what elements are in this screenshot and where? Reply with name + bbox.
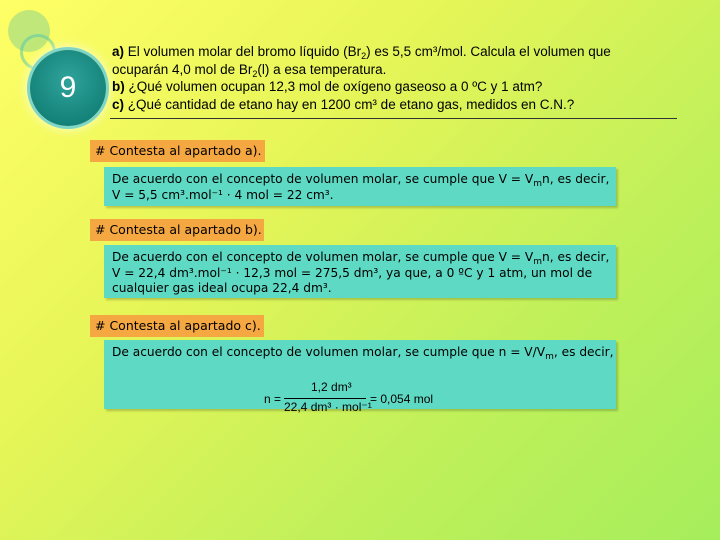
formula-lhs: n =	[264, 392, 282, 406]
question-c-line	[112, 96, 672, 114]
answer-text: , es decir,	[553, 345, 614, 359]
subscript: m	[533, 179, 543, 189]
answer-text: De acuerdo con el concepto de volumen molar, se cumple que V = V	[112, 172, 534, 186]
question-a-tag: a)	[112, 44, 125, 59]
question-b-line	[112, 78, 672, 96]
answer-text: n, es decir,	[542, 172, 610, 186]
answer-text: De acuerdo con el concepto de volumen molar, se cumple que n = V/V	[112, 345, 546, 359]
answer-b-line-1	[112, 250, 608, 266]
subscript: 2	[252, 68, 258, 79]
formula-denominator: 22,4 dm³ · mol⁻¹	[284, 400, 372, 414]
answer-b-box	[104, 245, 616, 298]
question-b-tag: b)	[112, 79, 125, 94]
subscript: m	[533, 257, 543, 267]
exercise-number: 9	[59, 71, 77, 104]
answer-b-header: # Contesta al apartado b).	[90, 219, 264, 241]
question-a-line-1	[112, 43, 672, 61]
answer-text: n, es decir,	[542, 250, 610, 264]
question-a-text: ocuparán 4,0 mol de Br	[112, 61, 253, 77]
question-a-text: ) es 5,5 cm³/mol. Calcula el volumen que	[366, 44, 611, 59]
answer-c-header: # Contesta al apartado c).	[90, 315, 264, 337]
question-a-line-2	[112, 61, 672, 79]
answer-text: De acuerdo con el concepto de volumen molar, se cumple que V = V	[112, 250, 534, 264]
answer-a-line-2: V = 5,5 cm³.mol⁻¹ · 4 mol = 22 cm³.	[112, 187, 334, 202]
formula-numerator: 1,2 dm³	[311, 380, 352, 394]
question-a-text: El volumen molar del bromo líquido (Br	[124, 44, 362, 59]
question-a-text: (l) a esa temperatura.	[257, 61, 387, 77]
question-c-tag: c)	[112, 96, 125, 112]
answer-a-box	[104, 167, 616, 206]
subscript: m	[545, 352, 554, 362]
question-c-text: ¿Qué cantidad de etano hay en 1200 cm³ de etano gas, medidos en C.N.?	[124, 96, 575, 112]
divider	[110, 118, 677, 119]
subscript: 2	[361, 51, 367, 61]
answer-c-box	[104, 340, 616, 414]
answer-a-line-1	[112, 172, 608, 188]
formula-rhs: = 0,054 mol	[370, 392, 434, 406]
answer-b-line-2: V = 22,4 dm³.mol⁻¹ · 12,3 mol = 275,5 dm³, ya que, a 0 ºC y 1 atm, un mol de	[112, 265, 593, 280]
answer-a-header: # Contesta al apartado a).	[90, 140, 265, 162]
answer-b-line-3: cualquier gas ideal ocupa 22,4 dm³.	[112, 281, 332, 295]
formula	[264, 380, 439, 420]
answer-c-line-1	[112, 345, 614, 362]
fraction-bar	[284, 398, 366, 399]
exercise-number-badge	[30, 50, 106, 126]
question-b-text: ¿Qué volumen ocupan 12,3 mol de oxígeno gaseoso a 0 ºC y 1 atm?	[124, 79, 543, 94]
question-statement	[112, 43, 672, 113]
